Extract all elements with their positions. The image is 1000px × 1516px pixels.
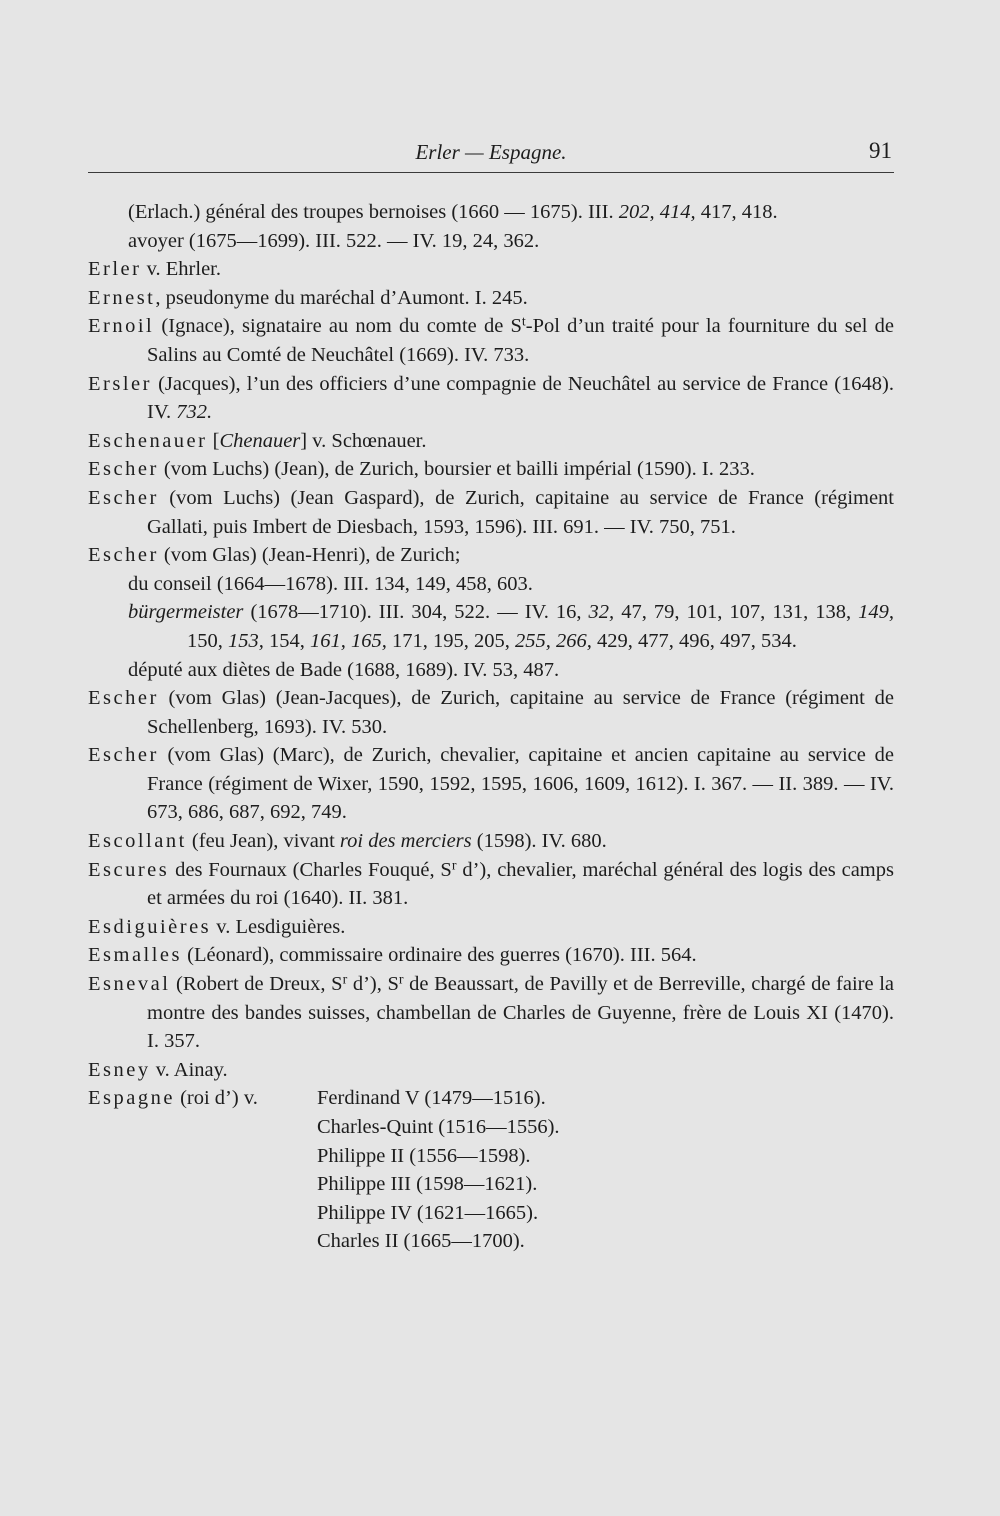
index-entry: Ernest, pseudonyme du maréchal d’Aumont. I. 245. xyxy=(88,286,528,309)
index-entry: Escher (vom Glas) (Marc), de Zurich, chevalier, capitaine et ancien capitaine au service de France (régiment de Wixer, 1590, 1592, 1595, 1606, 1609, 1612). I. 367. — II. 389. — IV. 673, 686, 687, 692, 749. xyxy=(88,744,894,824)
list-item: Philippe III (1598—1621). xyxy=(317,1173,538,1196)
index-entry: Escures des Fournaux (Charles Fouqué, $S^r$ d’), chevalier, maréchal général des logis des camps et armées du roi (1640). II. 381. xyxy=(88,858,894,910)
entry-name: Ernoil xyxy=(88,315,155,338)
entry-name: Escollant xyxy=(88,830,187,853)
running-header xyxy=(88,140,894,173)
index-entry: Esdiguières v. Lesdiguières. xyxy=(88,915,346,938)
entry-name: Escher xyxy=(88,458,159,481)
entry-name: Esney xyxy=(88,1058,151,1081)
index-entry: Escher (vom Luchs) (Jean Gaspard), de Zurich, capitaine au service de France (régiment Gallati, puis Imbert de Diesbach, 1593, 1596). III. 691. — IV. 750, 751. xyxy=(88,486,894,538)
entry-name: Escures xyxy=(88,858,170,881)
index-entry: Esmalles (Léonard), commissaire ordinaire des guerres (1670). III. 564. xyxy=(88,944,697,967)
running-title: Erler — Espagne. xyxy=(415,140,567,164)
index-entry: Ernoil (Ignace), signataire au nom du comte de $S^t$-Pol d’un traité pour la fourniture du sel de Salins au Comté de Neuchâtel (1669). IV. 733. xyxy=(88,315,894,366)
entry-name: Eschenauer xyxy=(88,429,208,452)
index-entry: Eschenauer [Chenauer] v. Schœnauer. xyxy=(88,429,427,452)
index-entry: Esney v. Ainay. xyxy=(88,1058,228,1081)
list-item: Charles II (1665—1700). xyxy=(317,1230,525,1253)
entry-name: Esmalles xyxy=(88,944,183,967)
index-entry: Esneval (Robert de Dreux, $S^r$ d’), $S^r$ de Beaussart, de Pavilly et de Berreville, chargé de faire la montre des bandes suisses, chambellan de Charles de Guyenne, frère de Louis XI (1470). I. 357. xyxy=(88,972,894,1053)
index-subentry: du conseil (1664—1678). III. 134, 149, 458, 603. xyxy=(128,572,533,595)
entry-name: Erler xyxy=(88,258,142,281)
entry-name: Esdiguières xyxy=(88,915,212,938)
index-entry: Ersler (Jacques), l’un des officiers d’une compagnie de Neuchâtel au service de France (1648). IV. 732. xyxy=(88,372,894,424)
entry-name: Esneval xyxy=(88,973,171,996)
kings-list xyxy=(317,1084,894,1256)
index-subentry: (Erlach.) général des troupes bernoises (1660 — 1675). III. 202, 414, 417, 418. xyxy=(128,201,778,223)
list-item: Philippe II (1556—1598). xyxy=(317,1144,531,1167)
index-body xyxy=(88,198,894,1256)
entry-name: Escher xyxy=(88,687,159,710)
entry-name: Escher xyxy=(88,544,159,567)
index-entry: Escher (vom Luchs) (Jean), de Zurich, boursier et bailli impérial (1590). I. 233. xyxy=(88,458,755,481)
list-item: Philippe IV (1621—1665). xyxy=(317,1201,539,1224)
entry-name: Escher xyxy=(88,486,159,509)
index-subentry: avoyer (1675—1699). III. 522. — IV. 19, 24, 362. xyxy=(128,229,540,252)
entry-name: Escher xyxy=(88,744,159,767)
index-entry: Erler v. Ehrler. xyxy=(88,258,221,281)
list-item: Ferdinand V (1479—1516). xyxy=(317,1087,546,1110)
index-subentry: député aux diètes de Bade (1688, 1689). IV. 53, 487. xyxy=(128,658,560,681)
entry-name: Ersler xyxy=(88,372,152,395)
index-subentry: bürgermeister (1678—1710). III. 304, 522. — IV. 16, 32, 47, 79, 101, 107, 131, 138, 149, 150, 153, 154, 161, 165, 171, 195, 205, 255, 266, 429, 477, 496, 497, 534. xyxy=(128,601,894,652)
index-entry-espagne: Espagne (roi d’) v. Ferdinand V (1479—1516). Charles-Quint (1516—1556). Philippe II (1556—1598). Philippe III (1598—1621). Philippe IV (1621—1665). Charles II (1665—1700). xyxy=(88,1084,894,1256)
index-entry: Escollant (feu Jean), vivant roi des merciers (1598). IV. 680. xyxy=(88,830,607,853)
page-number: 91 xyxy=(869,138,892,163)
list-item: Charles-Quint (1516—1556). xyxy=(317,1116,560,1138)
index-entry: Escher (vom Glas) (Jean-Jacques), de Zurich, capitaine au service de France (régiment de Schellenberg, 1693). IV. 530. xyxy=(88,687,894,738)
entry-name: Espagne xyxy=(88,1087,175,1110)
entry-name: Ernest xyxy=(88,286,156,309)
index-entry: Escher (vom Glas) (Jean-Henri), de Zurich; xyxy=(88,544,461,567)
